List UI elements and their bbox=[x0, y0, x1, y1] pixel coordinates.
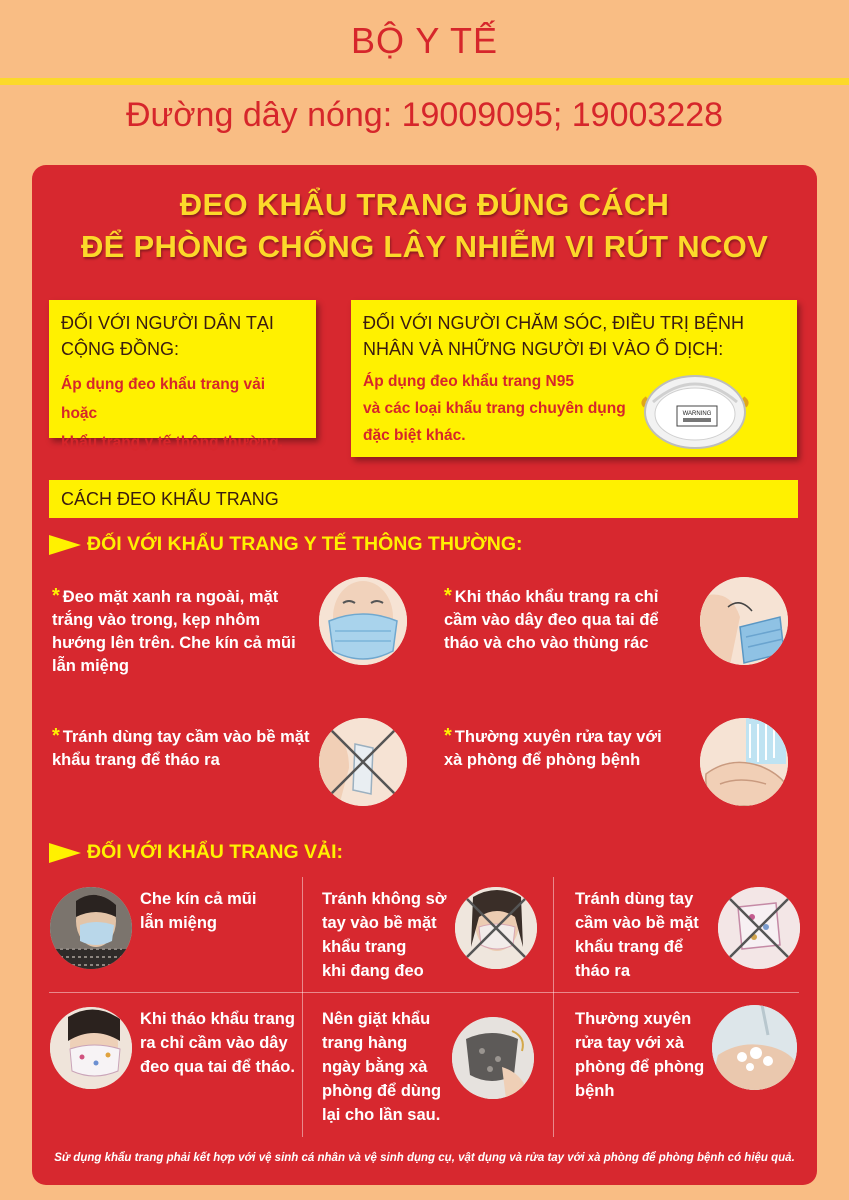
cell-line: cầm vào bề mặt bbox=[575, 914, 699, 932]
cell-line: tháo ra bbox=[575, 962, 631, 980]
cloth-photo-5 bbox=[452, 1017, 534, 1099]
tip-line: tháo và cho vào thùng rác bbox=[444, 634, 649, 652]
cloth-photo-6 bbox=[712, 1005, 797, 1090]
cell-line: tay vào bề mặt bbox=[322, 914, 437, 932]
cell-line: Che kín cả mũi bbox=[140, 890, 257, 908]
cell-line: trang hàng bbox=[322, 1034, 408, 1052]
hotline-text: Đường dây nóng: 19009095; 19003228 bbox=[125, 96, 724, 134]
cloth-photo-4 bbox=[50, 1007, 132, 1089]
grid-divider-h bbox=[49, 992, 799, 993]
community-heading-line2: CỘNG ĐỒNG: bbox=[61, 339, 180, 359]
cloth-section-heading bbox=[49, 841, 343, 864]
main-title-line1: ĐEO KHẨU TRANG ĐÚNG CÁCH bbox=[179, 187, 670, 222]
cell-line: Thường xuyên bbox=[575, 1010, 692, 1028]
medical-tip-2 bbox=[444, 585, 694, 655]
arrow-triangle-icon bbox=[49, 535, 81, 555]
cell-line: phòng để phòng bbox=[575, 1058, 705, 1076]
footnote: Sử dụng khẩu trang phải kết hợp với vệ sinh cá nhân và vệ sinh dụng cụ, vật dụng và rửa tay với xà phòng để phòng bệnh có hiệu quả. bbox=[54, 1152, 795, 1164]
cell-line: Khi tháo khẩu trang bbox=[140, 1010, 295, 1028]
tip-line: xà phòng để phòng bệnh bbox=[444, 751, 641, 769]
cell-line: ra chỉ cầm vào dây bbox=[140, 1034, 288, 1052]
cloth-heading-text: ĐỐI VỚI KHẨU TRANG VẢI: bbox=[87, 841, 344, 863]
medical-heading-text: ĐỐI VỚI KHẨU TRANG Y TẾ THÔNG THƯỜNG: bbox=[87, 533, 523, 555]
wash-hands-illustration bbox=[700, 718, 788, 806]
tip-line: Đeo mặt xanh ra ngoài, mặt bbox=[62, 588, 279, 606]
main-panel bbox=[32, 165, 817, 1185]
no-touch-illustration bbox=[319, 718, 407, 806]
cell-line: Nên giặt khẩu bbox=[322, 1010, 431, 1028]
asterisk-icon: * bbox=[52, 725, 60, 747]
cell-line: bệnh bbox=[575, 1082, 615, 1100]
grid-divider-v1 bbox=[302, 877, 303, 1137]
tip-line: Thường xuyên rửa tay với bbox=[454, 728, 662, 746]
asterisk-icon: * bbox=[444, 585, 452, 607]
caregiver-body-line3: đặc biệt khác. bbox=[363, 427, 466, 444]
tip-line: trắng vào trong, kẹp nhôm bbox=[52, 611, 261, 629]
cloth-text-6 bbox=[575, 1007, 715, 1103]
cell-line: Tránh dùng tay bbox=[575, 890, 694, 908]
cell-line: rửa tay với xà bbox=[575, 1034, 684, 1052]
caregiver-heading-line2: NHÂN VÀ NHỮNG NGƯỜI ĐI VÀO Ổ DỊCH: bbox=[363, 339, 724, 359]
mask-face-illustration bbox=[319, 577, 407, 665]
tip-line: hướng lên trên. Che kín cả mũi bbox=[52, 634, 296, 652]
header-title: BỘ Y TẾ bbox=[350, 20, 499, 61]
cell-line: Tránh không sờ bbox=[322, 890, 447, 908]
community-box bbox=[49, 300, 316, 451]
cell-line: lẫn miệng bbox=[140, 914, 218, 932]
cloth-photo-2 bbox=[455, 887, 537, 969]
medical-section-heading bbox=[49, 533, 522, 556]
caregiver-heading-line1: ĐỐI VỚI NGƯỜI CHĂM SÓC, ĐIỀU TRỊ BỆNH bbox=[363, 313, 744, 333]
tip-line: Khi tháo khẩu trang ra chỉ bbox=[454, 588, 659, 606]
cell-line: khẩu trang bbox=[322, 938, 407, 956]
community-body-line2: khẩu trang y tế thông thường. bbox=[61, 434, 284, 451]
cell-line: lại cho lần sau. bbox=[322, 1106, 441, 1124]
cloth-photo-3 bbox=[718, 887, 800, 969]
tip-line: cầm vào dây đeo qua tai để bbox=[444, 611, 659, 629]
asterisk-icon: * bbox=[444, 725, 452, 747]
community-heading-line1: ĐỐI VỚI NGƯỜI DÂN TẠI bbox=[61, 313, 274, 333]
caregiver-body-line2: và các loại khẩu trang chuyên dụng bbox=[363, 400, 626, 417]
header-rule bbox=[0, 78, 849, 85]
tip-line: khẩu trang để tháo ra bbox=[52, 751, 220, 769]
cell-line: khẩu trang để bbox=[575, 938, 684, 956]
medical-tip-4 bbox=[444, 725, 694, 772]
cloth-text-1 bbox=[140, 887, 290, 935]
n95-mask-icon bbox=[639, 362, 751, 452]
community-body-line1: Áp dụng đeo khẩu trang vải hoặc bbox=[61, 376, 266, 422]
medical-tip-3 bbox=[52, 725, 352, 772]
cell-line: đeo qua tai để tháo. bbox=[140, 1058, 295, 1076]
grid-divider-v2 bbox=[553, 877, 554, 1137]
cloth-photo-1 bbox=[50, 887, 132, 969]
how-to-bar: CÁCH ĐEO KHẨU TRANG bbox=[49, 480, 798, 518]
main-title-line2: ĐỂ PHÒNG CHỐNG LÂY NHIỄM VI RÚT NCOV bbox=[80, 229, 769, 264]
caregiver-body-line1: Áp dụng đeo khẩu trang N95 bbox=[363, 373, 574, 390]
cloth-text-3 bbox=[575, 887, 710, 983]
remove-mask-illustration bbox=[700, 577, 788, 665]
cloth-text-5 bbox=[322, 1007, 452, 1127]
cell-line: phòng để dùng bbox=[322, 1082, 442, 1100]
medical-tip-1 bbox=[52, 585, 322, 678]
n95-mask-label: WARNING bbox=[682, 411, 712, 417]
cell-line: khi đang đeo bbox=[322, 962, 424, 980]
cloth-text-4 bbox=[140, 1007, 302, 1079]
arrow-triangle-icon bbox=[49, 843, 81, 863]
cell-line: ngày bằng xà bbox=[322, 1058, 428, 1076]
asterisk-icon: * bbox=[52, 585, 60, 607]
tip-line: Tránh dùng tay cầm vào bề mặt bbox=[62, 728, 310, 746]
cloth-text-2 bbox=[322, 887, 457, 983]
community-body bbox=[61, 370, 304, 457]
caregiver-box bbox=[351, 300, 797, 457]
tip-line: lẫn miệng bbox=[52, 657, 130, 675]
